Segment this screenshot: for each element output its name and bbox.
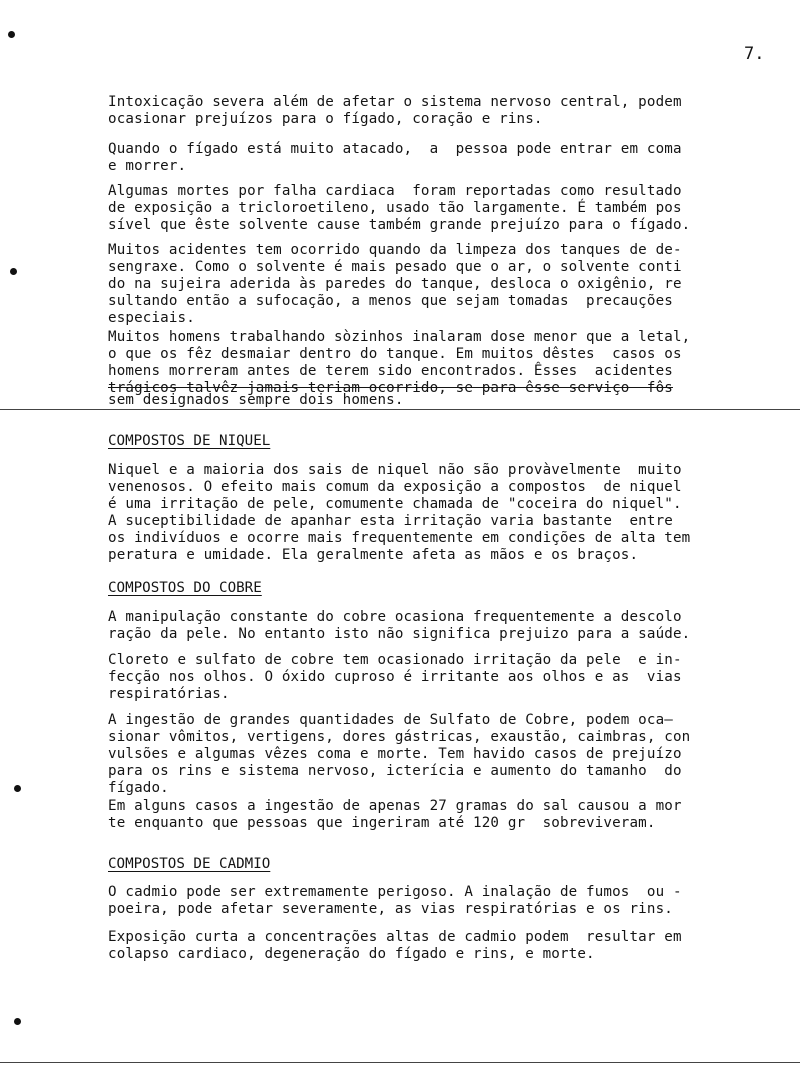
section-heading: COMPOSTOS DE NIQUEL (108, 433, 271, 449)
binder-hole-mark (14, 1018, 21, 1025)
page-number: 7. (744, 44, 765, 64)
paragraph: Intoxicação severa além de afetar o sistema nervoso central, podem ocasionar prejuízos para o fígado, coração e rins. (108, 94, 682, 127)
section-heading: COMPOSTOS DE CADMIO (108, 856, 271, 872)
page-divider-line (0, 409, 800, 410)
paragraph: O cadmio pode ser extremamente perigoso. A inalação de fumos ou - poeira, pode afetar severamente, as vias respiratórias e os rins. (108, 884, 682, 917)
paragraph: Algumas mortes por falha cardiaca foram reportadas como resultado de exposição a tricloroetileno, usado tão largamente. É também pos sível que êste solvente cause também grande prejuízo para o fígado. (108, 183, 691, 233)
paragraph: sem designados sempre dois homens. (108, 392, 404, 408)
page-bottom-edge (0, 1062, 800, 1063)
paragraph: Quando o fígado está muito atacado, a pessoa pode entrar em coma e morrer. (108, 141, 682, 174)
binder-hole-mark (14, 785, 21, 792)
paragraph: Em alguns casos a ingestão de apenas 27 gramas do sal causou a mor te enquanto que pessoas que ingeriram até 120 gr sobreviveram. (108, 798, 682, 831)
paragraph: Muitos homens trabalhando sòzinhos inalaram dose menor que a letal, o que os fêz desmaiar dentro do tanque. Em muitos dêstes casos os homens morreram antes de terem sido encontrados. Êsses acidentes (108, 329, 691, 379)
paragraph: A ingestão de grandes quantidades de Sulfato de Cobre, podem oca— sionar vômitos, vertigens, dores gástricas, exaustão, caimbras, con vulsões e algumas vêzes coma e morte. Tem havido casos de prejuízo para os rins e sistema nervoso, icterícia e aumento do tamanho do fígado. (108, 712, 691, 796)
binder-hole-mark (8, 31, 15, 38)
paragraph: A manipulação constante do cobre ocasiona frequentemente a descolo ração da pele. No entanto isto não significa prejuizo para a saúde. (108, 609, 691, 642)
paragraph: Exposição curta a concentrações altas de cadmio podem resultar em colapso cardiaco, degeneração do fígado e rins, e morte. (108, 929, 682, 962)
struck-line: trágicos talvêz jamais teriam ocorrido, se para êsse serviço fôs (108, 380, 673, 396)
paragraph: Muitos acidentes tem ocorrido quando da limpeza dos tanques de de- sengraxe. Como o solvente é mais pesado que o ar, o solvente conti do na sujeira aderida às paredes do tanque, desloca o oxigênio, re sultando então a sufocação, a menos que sejam tomadas precauções especiais. (108, 242, 682, 326)
section-heading: COMPOSTOS DO COBRE (108, 580, 262, 596)
paragraph: Niquel e a maioria dos sais de niquel não são provàvelmente muito venenosos. O efeito mais comum da exposição a compostos de niquel é uma irritação de pele, comumente chamada de "coceira do niquel". A suceptibilidade de apanhar esta irritação varia bastante entre os indivíduos e ocorre mais frequentemente em condições de alta tem peratura e umidade. Ela geralmente afeta as mãos e os braços. (108, 462, 691, 563)
binder-hole-mark (10, 268, 17, 275)
paragraph: Cloreto e sulfato de cobre tem ocasionado irritação da pele e in- fecção nos olhos. O óxido cuproso é irritante aos olhos e as vias respiratórias. (108, 652, 682, 702)
